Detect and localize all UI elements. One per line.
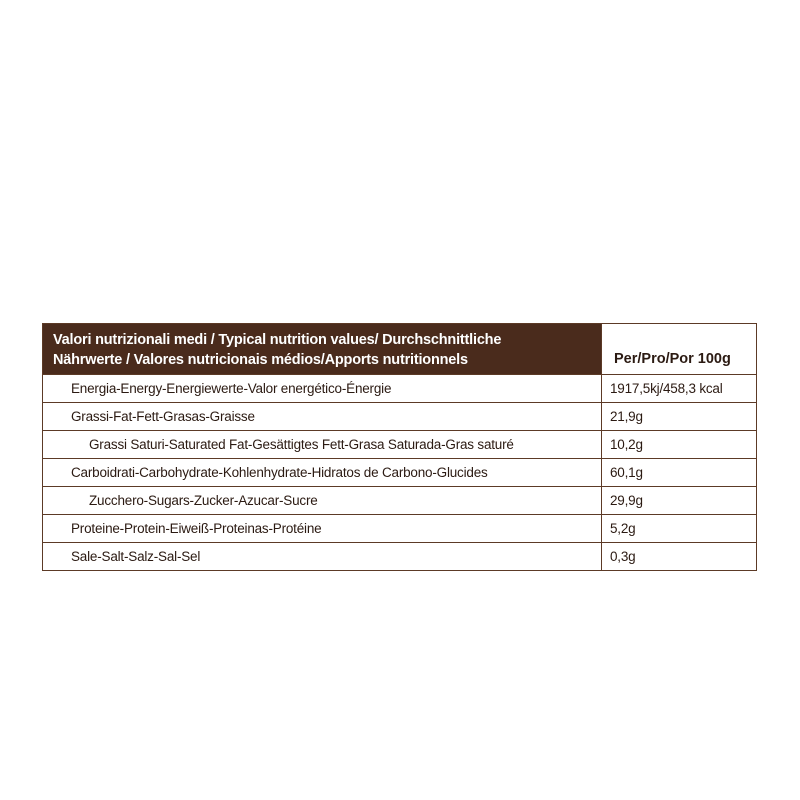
nutrient-value: 10,2g — [602, 431, 757, 459]
table-row — [43, 459, 757, 487]
nutrient-value: 21,9g — [602, 403, 757, 431]
nutrient-value: 5,2g — [602, 515, 757, 543]
nutrient-value: 60,1g — [602, 459, 757, 487]
nutrient-label: Proteine-Protein-Eiweiß-Proteinas-Protéine — [43, 515, 602, 543]
table-row — [43, 515, 757, 543]
table-row — [43, 543, 757, 571]
nutrient-label: Zucchero-Sugars-Zucker-Azucar-Sucre — [43, 487, 602, 515]
nutrient-label: Energia-Energy-Energiewerte-Valor energético-Énergie — [43, 375, 602, 403]
header-title-line-2: Nährwerte / Valores nutricionais médios/Apports nutritionnels — [53, 352, 468, 368]
nutrient-label: Carboidrati-Carbohydrate-Kohlenhydrate-Hidratos de Carbono-Glucides — [43, 459, 602, 487]
table-header-title — [43, 324, 602, 375]
nutrient-label: Sale-Salt-Salz-Sal-Sel — [43, 543, 602, 571]
nutrient-value: 1917,5kj/458,3 kcal — [602, 375, 757, 403]
table-row — [43, 375, 757, 403]
table-row — [43, 403, 757, 431]
table-header-row — [43, 324, 757, 375]
header-title-line-1: Valori nutrizionali medi / Typical nutrition values/ Durchschnittliche — [53, 332, 502, 348]
nutrient-label: Grassi-Fat-Fett-Grasas-Graisse — [43, 403, 602, 431]
nutrient-label: Grassi Saturi-Saturated Fat-Gesättigtes Fett-Grasa Saturada-Gras saturé — [43, 431, 602, 459]
table-row — [43, 431, 757, 459]
nutrition-table — [42, 323, 757, 571]
header-per-100g: Per/Pro/Por 100g — [602, 324, 757, 375]
table-row — [43, 487, 757, 515]
nutrient-value: 0,3g — [602, 543, 757, 571]
nutrient-value: 29,9g — [602, 487, 757, 515]
